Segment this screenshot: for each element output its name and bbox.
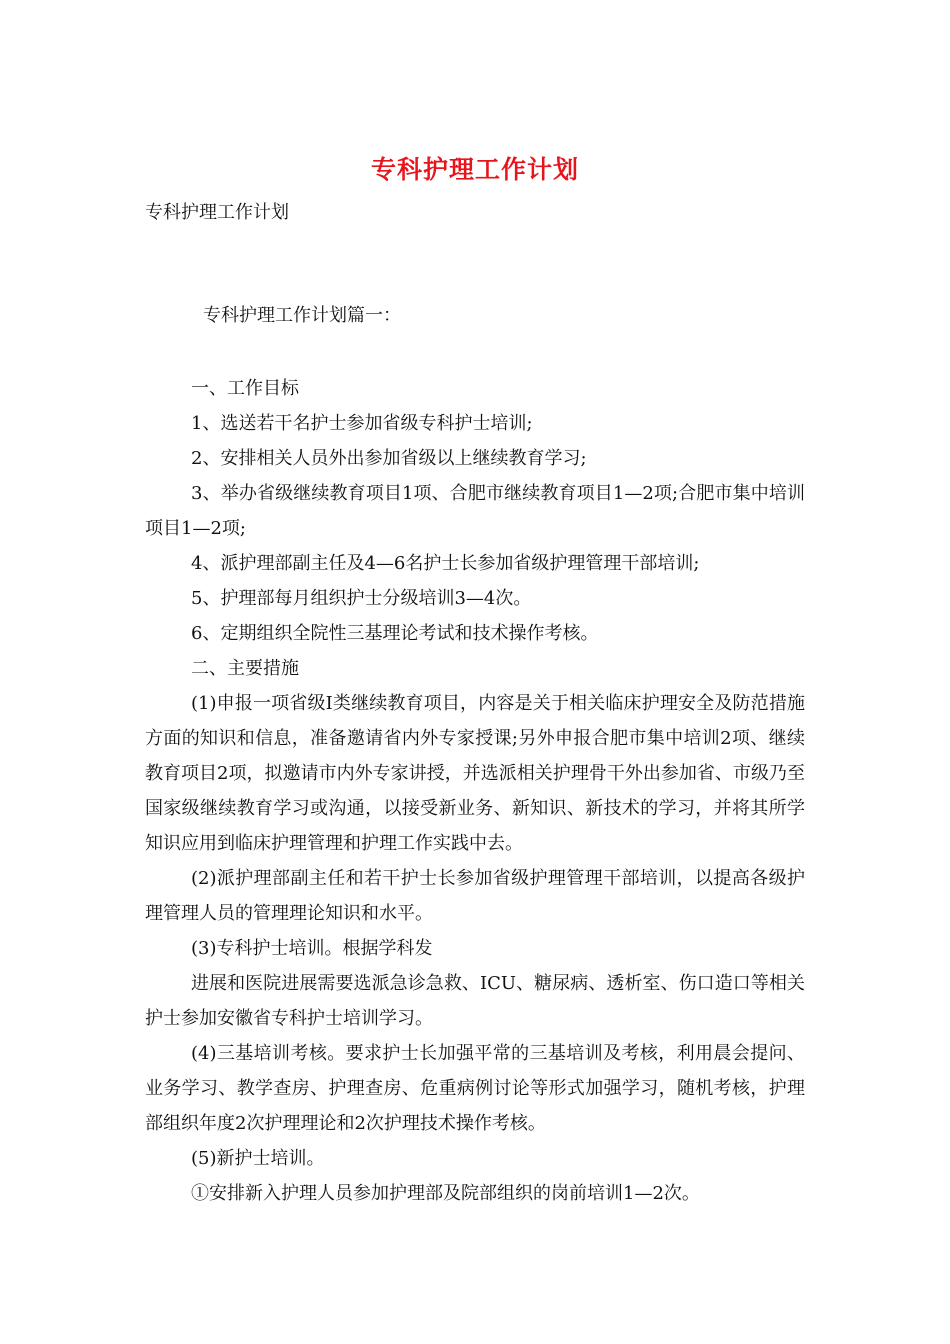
measure-item-1: (1)申报一项省级Ⅰ类继续教育项目，内容是关于相关临床护理安全及防范措施方面的知识和信息，准备邀请省内外专家授课;另外申报合肥市集中培训2项、继续教育项目2项，拟邀请市内外专家讲授，并选派相关护理骨干外出参加省、市级乃至国家级继续教育学习或沟通，以接受新业务、新知识、新技术的学习，并将其所学知识应用到临床护理管理和护理工作实践中去。	[145, 693, 805, 854]
measure-item-3-continued: 进展和医院进展需要选派急诊急救、ICU、糖尿病、透析室、伤口造口等相关护士参加安徽省专科护士培训学习。	[145, 973, 805, 1029]
chapter-heading: 专科护理工作计划篇一：	[203, 305, 401, 326]
document-title: 专科护理工作计划	[370, 155, 579, 184]
goal-item-2: 2、安排相关人员外出参加省级以上继续教育学习;	[191, 448, 587, 469]
measure-item-5: (5)新护士培训。	[191, 1148, 325, 1169]
goal-item-1: 1、选送若干名护士参加省级专科护士培训;	[191, 413, 533, 434]
measure-item-3: (3)专科护士培训。根据学科发	[191, 938, 433, 959]
measure-item-4: (4)三基培训考核。要求护士长加强平常的三基培训及考核，利用晨会提问、业务学习、教学查房、护理查房、危重病例讨论等形式加强学习，随机考核，护理部组织年度2次护理理论和2次护理技术操作考核。	[145, 1043, 805, 1134]
goal-item-3: 3、举办省级继续教育项目1项、合肥市继续教育项目1—2项;合肥市集中培训项目1—2项;	[145, 483, 805, 539]
measure-item-2: (2)派护理部副主任和若干护士长参加省级护理管理干部培训，以提高各级护理管理人员的管理理论知识和水平。	[145, 868, 805, 924]
section-heading-measures: 二、主要措施	[191, 658, 299, 679]
section-heading-goals: 一、工作目标	[191, 378, 299, 399]
document-subtitle: 专科护理工作计划	[145, 202, 289, 223]
measure-item-5-sub-1: ①安排新入护理人员参加护理部及院部组织的岗前培训1—2次。	[191, 1183, 700, 1204]
document-body	[145, 298, 805, 1211]
goal-item-6: 6、定期组织全院性三基理论考试和技术操作考核。	[191, 623, 599, 644]
goal-item-4: 4、派护理部副主任及4—6名护士长参加省级护理管理干部培训;	[191, 553, 700, 574]
goal-item-5: 5、护理部每月组织护士分级培训3—4次。	[191, 588, 532, 609]
